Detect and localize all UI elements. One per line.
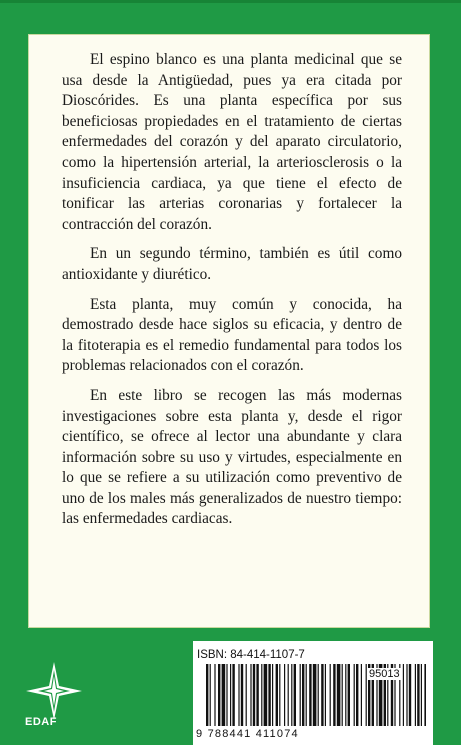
addon-code: 95013 (369, 668, 400, 680)
blurb-paragraph-3: Esta planta, muy común y conocida, ha demostrado desde hace siglos su eficacia, y dentro de la fitoterapia es el remedio fundamental para todos los problemas relacionados con el corazón. (62, 295, 402, 375)
publisher-name: EDAF (25, 716, 57, 728)
blurb-text (62, 50, 402, 539)
blurb-paragraph-4: En este libro se recogen las más modernas investigaciones sobre esta planta y, desde el rigor científico, se ofrece al lector una abundante y clara información sobre su uso y virtudes, especialmente en lo que se refiere a su utilización como preventivo de uno de los males más generalizados de nuestro tiempo: las enfermedades cardiacas. (62, 386, 402, 528)
isbn-label: ISBN: 84-414-1107-7 (197, 649, 305, 661)
blurb-paragraph-1: El espino blanco es una planta medicinal que se usa desde la Antigüedad, pues ya era citada por Dioscórides. Es una planta específica por sus beneficiosas propiedades en el tratamiento de ciertas enfermedades del corazón y del aparato circulatorio, como la hipertensión arterial, la arteriosclerosis o la insuficiencia cardiaca, ya que tiene el efecto de tonificar las arterias coronarias y fortalecer la contracción del corazón. (62, 51, 402, 233)
barcode-digits: 9 788441 411074 (196, 728, 299, 740)
blurb-paragraph-2: En un segundo término, también es útil como antioxidante y diurético. (62, 245, 402, 283)
cover-top-edge (0, 0, 461, 3)
edaf-star-icon (24, 660, 84, 722)
